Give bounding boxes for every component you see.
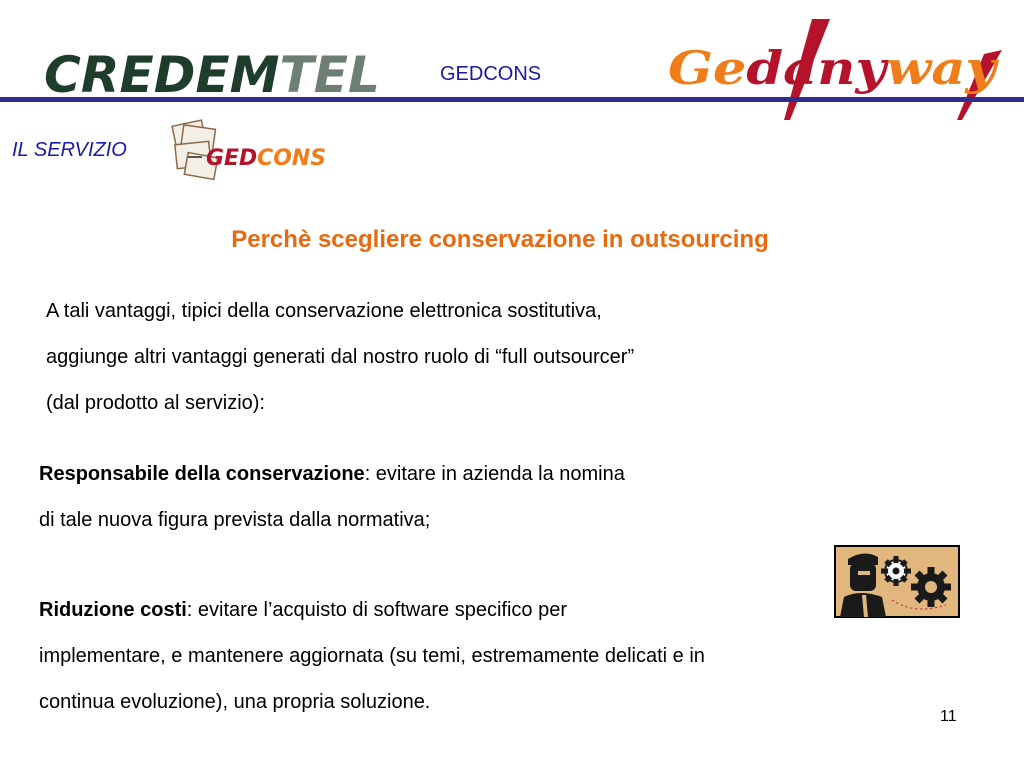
credemtel-logo-tel: TEL [279, 46, 380, 98]
point-text-rest: di tale nuova figura prevista dalla normativa; [39, 509, 431, 531]
point-riduzione-costi [39, 587, 779, 725]
header-divider [0, 97, 1024, 102]
point-text-first: : evitare in azienda la nomina [364, 463, 625, 485]
svg-text:Gedanyway [668, 41, 1000, 95]
point-text-first: : evitare l’acquisto di software specifico per [186, 599, 567, 621]
header-center-label: GEDCONS [440, 63, 542, 85]
slide-title: Perchè scegliere conservazione in outsourcing [231, 226, 769, 253]
gedanyway-logo-d: d [746, 41, 779, 95]
gedcons-logo-cons: CONS [257, 146, 327, 171]
svg-text:CREDEMTEL [44, 46, 380, 98]
svg-text:GEDCONS [206, 146, 326, 171]
point-heading: Riduzione costi [39, 599, 187, 621]
credemtel-logo [42, 42, 382, 98]
point-text-rest: implementare, e mantenere aggiornata (su temi, estremamente delicati e in continua evoluzione), una propria soluzione. [39, 645, 705, 713]
gedanyway-logo-ge: Ge [668, 41, 737, 95]
page-number: 11 [940, 708, 957, 725]
section-label: IL SERVIZIO [12, 139, 127, 161]
gedcons-logo [168, 117, 333, 185]
intro-paragraph [46, 288, 826, 426]
point-heading: Responsabile della conservazione [39, 463, 365, 485]
gedanyway-logo-way: way [886, 41, 983, 95]
credemtel-logo-credem: CREDEM [44, 46, 279, 98]
intro-line: A tali vantaggi, tipici della conservazione elettronica sostitutiva, [46, 300, 602, 322]
gedanyway-logo-any: any [783, 41, 874, 95]
person-with-gears-icon [834, 545, 960, 618]
gedanyway-logo [662, 14, 1007, 124]
intro-line: aggiunge altri vantaggi generati dal nostro ruolo di “full outsourcer” [46, 346, 635, 368]
gear-large-icon [911, 567, 951, 607]
intro-line: (dal prodotto al servizio): [46, 392, 265, 414]
gedcons-logo-ged: GED [206, 146, 258, 171]
point-responsabile [39, 451, 819, 543]
